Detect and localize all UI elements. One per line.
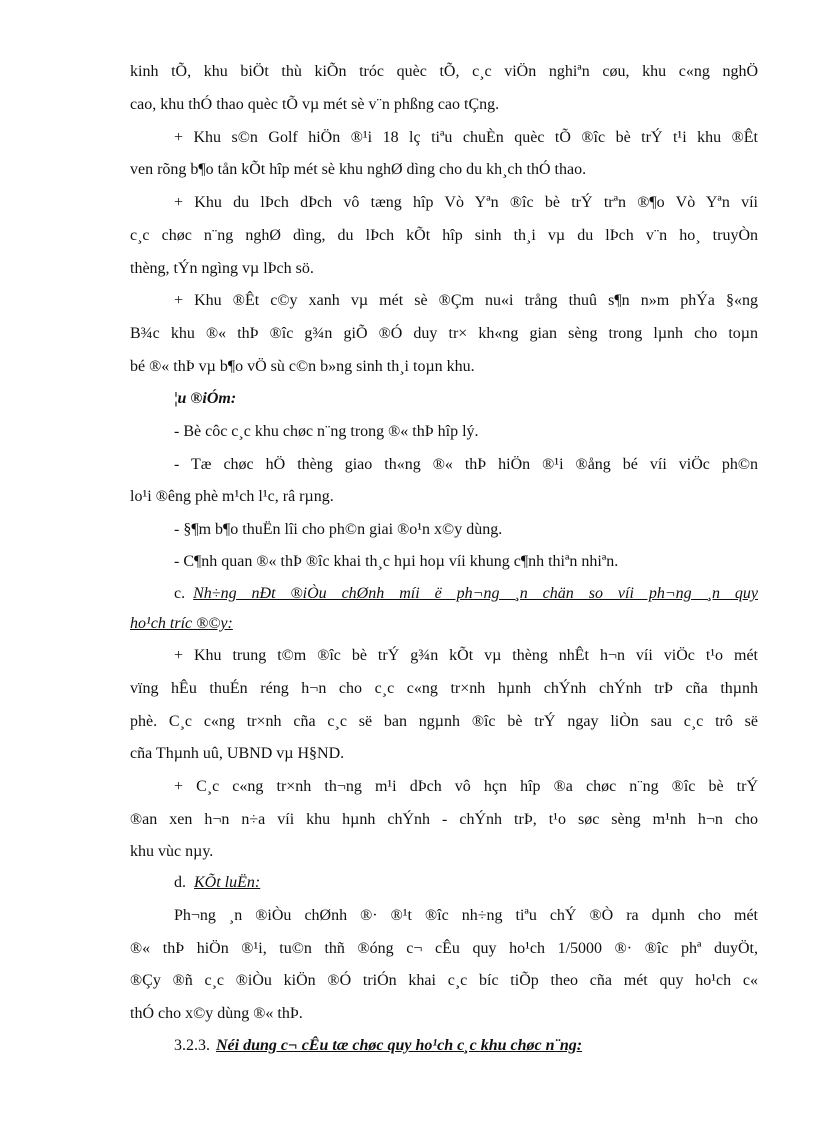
list-item: - §¶m b¶o thuËn lîi cho ph©n giai ®o¹n x©y dùng. [174, 521, 503, 538]
section-label: d. [174, 874, 186, 891]
text-line: bé ®« thÞ vµ b¶o vÖ sù c©n b»ng sinh th¸i toµn khu. [130, 358, 475, 375]
section-title-cont: ho¹ch tríc ®©y: [130, 615, 233, 632]
list-item: - Bè côc c¸c khu chøc n¨ng trong ®« thÞ hîp lý. [174, 423, 479, 440]
section-d-heading [174, 873, 260, 893]
text-line: + C¸c c«ng tr×nh th¬ng m¹i dÞch vô hçn hîp ®a chøc n¨ng ®îc bè trÝ [174, 778, 758, 795]
section-number: 3.2.3. [174, 1037, 210, 1054]
text-line: cña Thµnh uû, UBND vµ H§ND. [130, 745, 345, 762]
text-line: ®an xen h¬n n÷a víi khu hµnh chÝnh - chÝnh trÞ, t¹o søc sèng m¹nh h¬n cho [130, 811, 758, 828]
text-line: + Khu du lÞch dÞch vô tæng hîp Vò Yªn ®îc bè trÝ trªn ®¶o Vò Yªn víi [174, 194, 758, 211]
text-line: B¾c khu ®« thÞ ®îc g¾n giÕ ®Ó duy tr× kh«ng gian sèng trong lµnh cho toµn [130, 325, 758, 342]
text-line: c¸c chøc n¨ng nghØ dìng, du lÞch kÕt hîp sinh th¸i vµ du lÞch v¨n ho¸ truyÒn [130, 227, 758, 244]
text-line: cao, khu thÓ thao quèc tÕ vµ mét sè v¨n phßng cao tÇng. [130, 96, 500, 113]
section-title: Nh÷ng nÐt ®iÒu chØnh míi ë ph¬ng ¸n chän so víi ph¬ng ¸n quy [193, 585, 758, 602]
list-item: - C¶nh quan ®« thÞ ®îc khai th¸c hµi hoµ víi khung c¶nh thiªn nhiªn. [174, 553, 619, 570]
text-line: thÓ cho x©y dùng ®« thÞ. [130, 1005, 303, 1022]
section-c-heading [174, 584, 758, 604]
subsection-heading [174, 1036, 582, 1056]
text-line: vïng hÊu thuÉn réng h¬n cho c¸c c«ng tr×nh hµnh chÝnh chÝnh trÞ cña thµnh [130, 680, 758, 697]
text-line: ven rõng b¶o tån kÕt hîp mét sè khu nghØ dìng cho du kh¸ch thÓ thao. [130, 161, 587, 178]
list-item: - Tæ chøc hÖ thèng giao th«ng ®« thÞ hiÖn ®¹i ®ång bé víi viÖc ph©n [174, 456, 758, 473]
text-line: ®« thÞ hiÖn ®¹i, tu©n thñ ®óng c¬ cÊu quy ho¹ch 1/5000 ®· ®îc phª duyÖt, [130, 940, 758, 957]
text-line: Ph¬ng ¸n ®iÒu chØnh ®· ®¹t ®îc nh÷ng tiªu chÝ ®Ò ra dµnh cho mét [174, 907, 758, 924]
text-line: lo¹i ®êng phè m¹ch l¹c, râ rµng. [130, 488, 334, 505]
text-line: thèng, tÝn ngìng vµ lÞch sö. [130, 260, 314, 277]
text-line: khu vùc nµy. [130, 843, 214, 860]
text-line: + Khu s©n Golf hiÖn ®¹i 18 lç tiªu chuÈn quèc tÕ ®îc bè trÝ t¹i khu ®Êt [174, 129, 758, 146]
section-title: KÕt luËn: [194, 874, 261, 891]
section-title: Néi dung c¬ cÊu tæ chøc quy ho¹ch c¸c khu chøc n¨ng: [216, 1037, 583, 1054]
text-line: ®Çy ®ñ c¸c ®iÒu kiÖn ®Ó triÓn khai c¸c bíc tiÕp theo cña mét quy ho¹ch c« [130, 972, 758, 989]
text-line: phè. C¸c c«ng tr×nh cña c¸c së ban ngµnh ®îc bè trÝ ngay liÒn sau c¸c trô së [130, 713, 758, 730]
section-label: c. [174, 585, 186, 602]
text-line: kinh tÕ, khu biÖt thù kiÕn tróc quèc tÕ, c¸c viÖn nghiªn cøu, khu c«ng nghÖ [130, 63, 758, 80]
text-line: + Khu trung t©m ®îc bè trÝ g¾n kÕt vµ thèng nhÊt h¬n víi viÖc t¹o mét [174, 647, 758, 664]
section-heading: ¦u ®iÓm: [174, 390, 237, 407]
text-line: + Khu ®Êt c©y xanh vµ mét sè ®Çm nu«i trång thuû s¶n n»m phÝa §«ng [174, 292, 758, 309]
